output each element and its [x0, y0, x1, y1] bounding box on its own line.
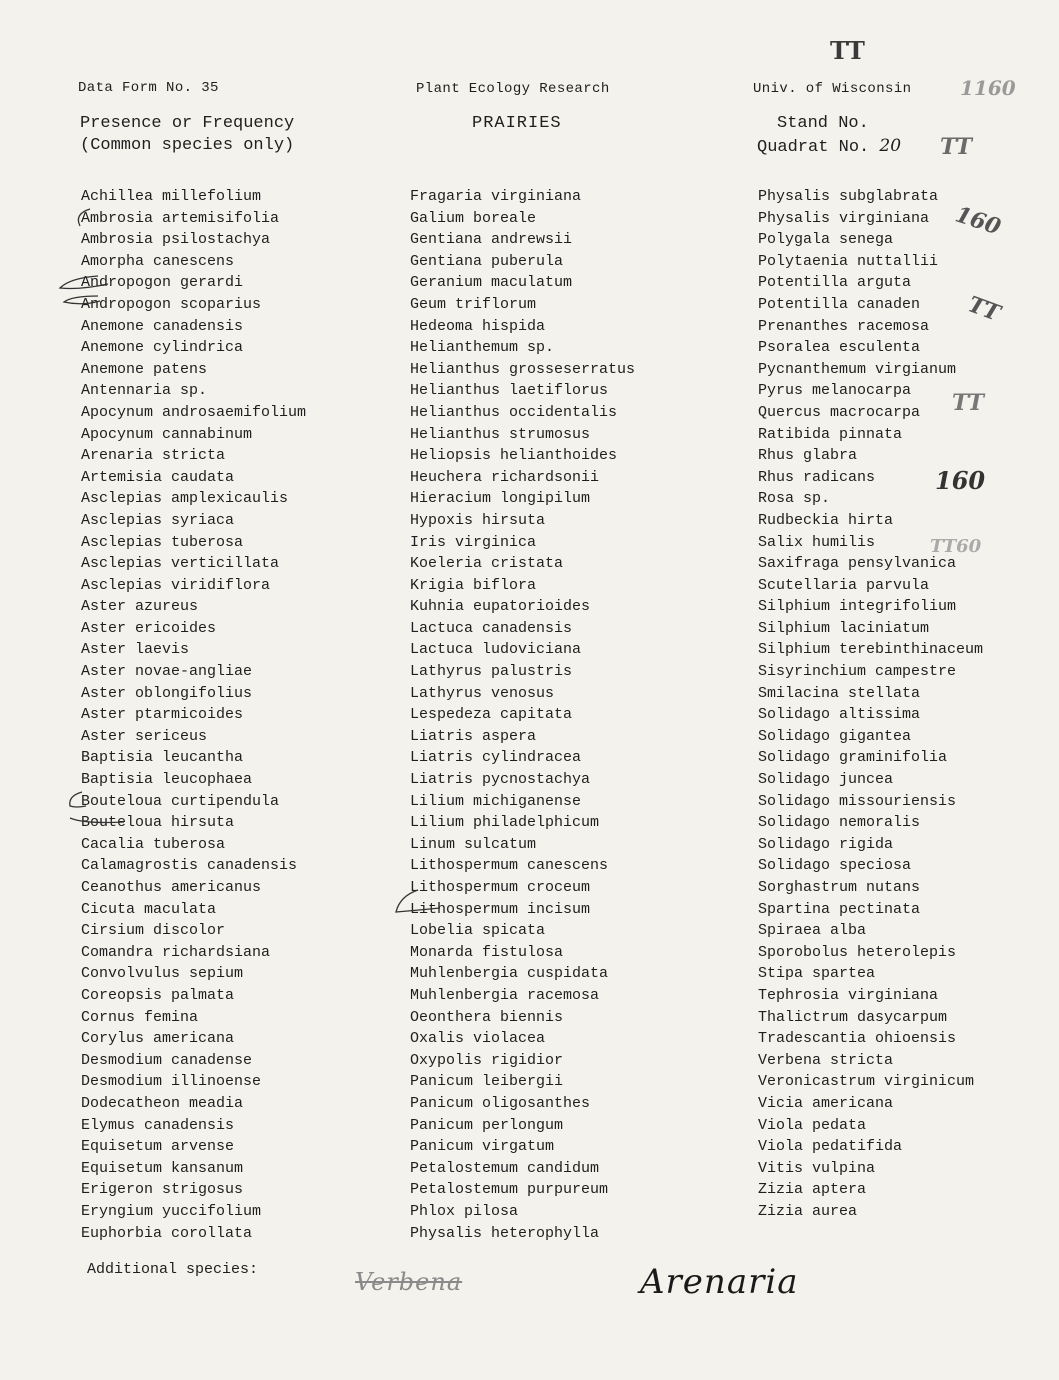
- species-item: Vicia americana: [758, 1094, 894, 1112]
- species-item: Petalostemum purpureum: [410, 1181, 609, 1199]
- species-item: Spartina pectinata: [758, 900, 921, 918]
- species-item: Panicum oligosanthes: [410, 1094, 591, 1112]
- community-title: PRAIRIES: [472, 114, 562, 133]
- species-item: Asclepias tuberosa: [81, 533, 244, 551]
- species-item: Sorghastrum nutans: [758, 879, 921, 896]
- species-item: Baptisia leucophaea: [81, 771, 253, 789]
- species-item: Tradescantia ohioensis: [758, 1030, 957, 1048]
- species-item: Ambrosia artemisifolia: [81, 209, 280, 227]
- stamp-mark: TT: [964, 291, 1004, 327]
- species-item: Dodecatheon meadia: [81, 1094, 244, 1112]
- stamp-mark: 160: [935, 466, 986, 495]
- research-heading: Plant Ecology Research: [416, 81, 610, 97]
- species-item: Baptisia leucantha: [81, 749, 244, 767]
- species-item: Comandra richardsiana: [81, 943, 271, 961]
- species-item: Solidago rigida: [758, 835, 894, 853]
- check-mark: [64, 296, 100, 304]
- species-item: Prenanthes racemosa: [758, 317, 930, 335]
- species-item: Lithospermum croceum: [410, 879, 591, 896]
- species-item: Rudbeckia hirta: [758, 511, 894, 529]
- species-item: Lithospermum canescens: [410, 857, 609, 875]
- species-item: Ratibida pinnata: [758, 425, 903, 443]
- species-item: Zizia aurea: [758, 1202, 858, 1220]
- species-item: Psoralea esculenta: [758, 339, 921, 357]
- species-item: Scutellaria parvula: [758, 576, 930, 594]
- species-item: Aster sericeus: [81, 727, 208, 745]
- species-item: Ceanothus americanus: [81, 879, 262, 896]
- species-item: Lilium michiganense: [410, 792, 582, 810]
- stamp-mark: 160: [952, 201, 1004, 241]
- species-item: Monarda fistulosa: [410, 943, 564, 961]
- species-item: Geum triflorum: [410, 295, 537, 313]
- species-item: Aster ptarmicoides: [81, 706, 244, 724]
- species-item: Equisetum arvense: [81, 1138, 235, 1156]
- species-item: Physalis virginiana: [758, 209, 930, 227]
- species-item: Galium boreale: [410, 209, 537, 227]
- stamp-mark: TT: [830, 36, 865, 65]
- species-item: Solidago altissima: [758, 706, 921, 724]
- handwritten-struck-entry: Verbena: [355, 1268, 463, 1296]
- stamp-mark: 1160: [960, 76, 1016, 100]
- species-item: Arenaria stricta: [81, 447, 226, 465]
- university-heading: Univ. of Wisconsin: [753, 81, 912, 97]
- species-item: Oxalis violacea: [410, 1030, 546, 1048]
- species-item: Potentilla canaden: [758, 295, 921, 313]
- species-item: Solidago juncea: [758, 771, 894, 789]
- check-mark: [396, 890, 440, 912]
- species-item: Asclepias amplexicaulis: [81, 490, 289, 508]
- species-item: Erigeron strigosus: [81, 1181, 244, 1199]
- species-item: Apocynum cannabinum: [81, 425, 253, 443]
- check-mark: [70, 818, 124, 823]
- species-item: Tephrosia virginiana: [758, 986, 939, 1004]
- species-item: Spiraea alba: [758, 922, 867, 940]
- species-item: Petalostemum candidum: [410, 1159, 600, 1177]
- species-item: Silphium laciniatum: [758, 619, 930, 637]
- species-item: Solidago missouriensis: [758, 792, 957, 810]
- species-item: Lithospermum incisum: [410, 900, 591, 918]
- species-item: Aster laevis: [81, 641, 190, 659]
- species-item: Andropogon scoparius: [81, 295, 262, 313]
- species-item: Asclepias viridiflora: [81, 576, 271, 594]
- species-item: Potentilla arguta: [758, 274, 912, 292]
- species-item: Physalis subglabrata: [758, 188, 939, 205]
- species-item: Desmodium illinoense: [81, 1073, 262, 1091]
- species-item: Lactuca ludoviciana: [410, 641, 582, 659]
- stamp-mark: TT: [940, 134, 972, 160]
- check-mark: [78, 209, 90, 226]
- species-item: Helianthus occidentalis: [410, 403, 618, 421]
- species-item: Convolvulus sepium: [81, 965, 244, 983]
- species-item: Linum sulcatum: [410, 835, 537, 853]
- species-item: Viola pedatifida: [758, 1138, 903, 1156]
- species-item: Silphium terebinthinaceum: [758, 641, 984, 659]
- species-item: Hypoxis hirsuta: [410, 511, 546, 529]
- quadrat-value: 20: [879, 136, 902, 156]
- species-item: Muhlenbergia racemosa: [410, 986, 600, 1004]
- subtitle-line2: (Common species only): [80, 136, 295, 155]
- species-item: Aster oblongifolius: [81, 684, 253, 702]
- species-item: Muhlenbergia cuspidata: [410, 965, 609, 983]
- subtitle-line1: Presence or Frequency: [80, 114, 295, 133]
- species-item: Helianthus strumosus: [410, 425, 591, 443]
- stand-label: Stand No.: [777, 114, 869, 133]
- form-number: Data Form No. 35: [78, 80, 219, 96]
- species-item: Solidago speciosa: [758, 857, 912, 875]
- species-item: Anemone cylindrica: [81, 339, 244, 357]
- species-item: Andropogon gerardi: [81, 274, 244, 292]
- species-item: Liatris aspera: [410, 727, 537, 745]
- species-item: Lespedeza capitata: [410, 706, 573, 724]
- species-item: Veronicastrum virginicum: [758, 1073, 975, 1091]
- species-item: Geranium maculatum: [410, 274, 573, 292]
- stamp-mark: TT: [952, 390, 984, 416]
- species-item: Fragaria virginiana: [410, 188, 582, 205]
- species-item: Panicum leibergii: [410, 1073, 564, 1091]
- species-item: Solidago nemoralis: [758, 814, 921, 832]
- species-item: Asclepias verticillata: [81, 555, 280, 573]
- species-item: Lilium philadelphicum: [410, 814, 600, 832]
- species-item: Panicum perlongum: [410, 1116, 564, 1134]
- species-item: Helianthemum sp.: [410, 339, 555, 357]
- species-item: Equisetum kansanum: [81, 1159, 244, 1177]
- species-item: Cornus femina: [81, 1008, 199, 1026]
- species-item: Rosa sp.: [758, 490, 831, 508]
- species-item: Pycnanthemum virgianum: [758, 360, 957, 378]
- species-item: Aster azureus: [81, 598, 199, 616]
- species-item: Vitis vulpina: [758, 1159, 876, 1177]
- species-item: Krigia biflora: [410, 576, 537, 594]
- species-item: Helianthus laetiflorus: [410, 382, 609, 400]
- stamp-mark: TT60: [930, 536, 982, 557]
- species-item: Antennaria sp.: [81, 382, 208, 400]
- species-item: Aster ericoides: [81, 619, 217, 637]
- species-item: Verbena stricta: [758, 1051, 894, 1069]
- check-mark: [60, 276, 108, 289]
- species-item: Amorpha canescens: [81, 252, 235, 270]
- species-item: Kuhnia eupatorioides: [410, 598, 591, 616]
- species-item: Heliopsis helianthoides: [410, 447, 618, 465]
- species-item: Artemisia caudata: [81, 468, 235, 486]
- species-item: Achillea millefolium: [81, 188, 262, 205]
- species-item: Polytaenia nuttallii: [758, 252, 939, 270]
- species-item: Bouteloua curtipendula: [81, 792, 280, 810]
- species-item: Polygala senega: [758, 231, 894, 249]
- species-item: Calamagrostis canadensis: [81, 857, 298, 875]
- species-item: Pyrus melanocarpa: [758, 382, 912, 400]
- species-item: Euphorbia corollata: [81, 1224, 253, 1242]
- species-item: Lactuca canadensis: [410, 619, 573, 637]
- species-item: Stipa spartea: [758, 965, 876, 983]
- species-item: Sisyrinchium campestre: [758, 663, 957, 681]
- handwritten-entry: Arenaria: [640, 1262, 799, 1302]
- species-item: Sporobolus heterolepis: [758, 943, 957, 961]
- species-item: Lathyrus venosus: [410, 684, 555, 702]
- species-item: Koeleria cristata: [410, 555, 564, 573]
- species-item: Phlox pilosa: [410, 1202, 519, 1220]
- species-item: Hieracium longipilum: [410, 490, 591, 508]
- species-item: Cirsium discolor: [81, 922, 226, 940]
- species-item: Aster novae-angliae: [81, 663, 253, 681]
- species-item: Salix humilis: [758, 533, 876, 551]
- species-item: Coreopsis palmata: [81, 986, 235, 1004]
- species-item: Zizia aptera: [758, 1181, 867, 1199]
- species-item: Viola pedata: [758, 1116, 867, 1134]
- species-item: Solidago gigantea: [758, 727, 912, 745]
- species-item: Hedeoma hispida: [410, 317, 546, 335]
- species-item: Smilacina stellata: [758, 684, 921, 702]
- quadrat-label: Quadrat No.: [757, 138, 870, 157]
- species-item: Oeonthera biennis: [410, 1008, 564, 1026]
- species-item: Rhus radicans: [758, 468, 876, 486]
- species-item: Oxypolis rigidior: [410, 1051, 564, 1069]
- species-item: Liatris cylindracea: [410, 749, 582, 767]
- species-item: Anemone canadensis: [81, 317, 244, 335]
- species-item: Lobelia spicata: [410, 922, 546, 940]
- species-item: Iris virginica: [410, 533, 537, 551]
- species-item: Asclepias syriaca: [81, 511, 235, 529]
- species-item: Gentiana andrewsii: [410, 231, 573, 249]
- species-item: Helianthus grosseserratus: [410, 360, 636, 378]
- species-item: Lathyrus palustris: [410, 663, 573, 681]
- species-item: Physalis heterophylla: [410, 1224, 600, 1242]
- species-item: Thalictrum dasycarpum: [758, 1008, 948, 1026]
- species-item: Panicum virgatum: [410, 1138, 555, 1156]
- species-item: Cacalia tuberosa: [81, 835, 226, 853]
- species-item: Ambrosia psilostachya: [81, 231, 271, 249]
- species-item: Eryngium yuccifolium: [81, 1202, 262, 1220]
- species-item: Liatris pycnostachya: [410, 771, 591, 789]
- species-item: Cicuta maculata: [81, 900, 217, 918]
- species-item: Saxifraga pensylvanica: [758, 555, 957, 573]
- species-item: Apocynum androsaemifolium: [81, 403, 307, 421]
- species-item: Silphium integrifolium: [758, 598, 957, 616]
- species-item: Elymus canadensis: [81, 1116, 235, 1134]
- species-item: Bouteloua hirsuta: [81, 814, 235, 832]
- species-item: Gentiana puberula: [410, 252, 564, 270]
- species-item: Quercus macrocarpa: [758, 403, 921, 421]
- species-item: Heuchera richardsonii: [410, 468, 600, 486]
- species-item: Corylus americana: [81, 1030, 235, 1048]
- species-item: Anemone patens: [81, 360, 208, 378]
- species-item: Desmodium canadense: [81, 1051, 253, 1069]
- additional-species-label: Additional species:: [87, 1261, 259, 1278]
- species-item: Solidago graminifolia: [758, 749, 948, 767]
- species-item: Rhus glabra: [758, 447, 858, 465]
- check-mark: [70, 792, 86, 807]
